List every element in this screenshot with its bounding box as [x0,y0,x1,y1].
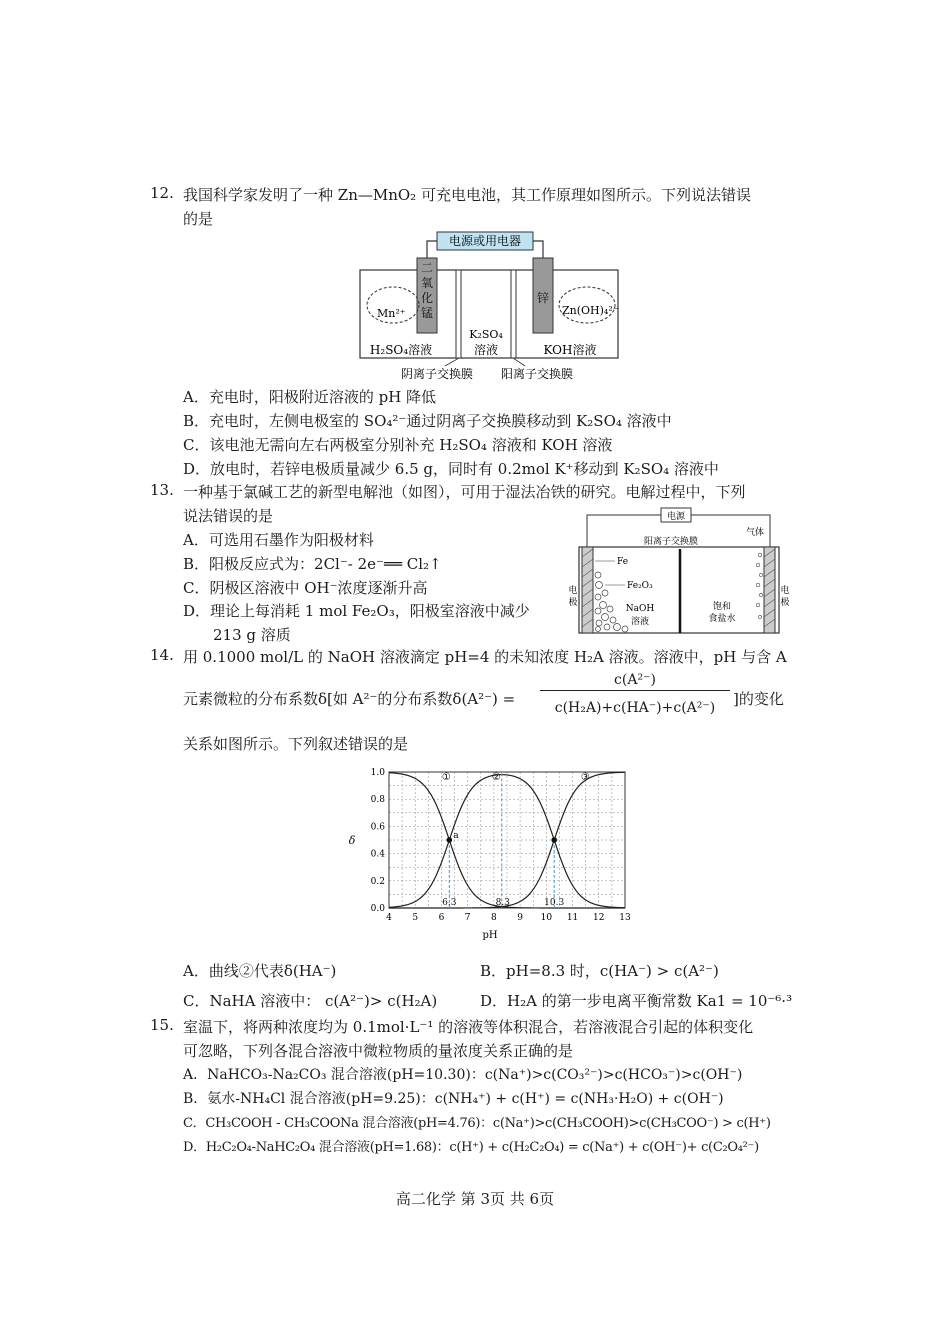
q12-anion-membrane-label: 阴离子交换膜 [400,367,474,381]
q14-frac-denominator: c(H₂A)+c(HA⁻)+c(A²⁻) [554,700,716,716]
q12-stem-line2: 的是 [183,210,214,228]
q12-left-solution: H₂SO₄溶液 [369,343,433,357]
x-tick-label: 6 [438,913,445,923]
q13-option-c: C．阴极区溶液中 OH⁻浓度逐渐升高 [183,579,428,597]
q12-anion-membrane [456,270,461,358]
q15-stem-line2: 可忽略，下列各混合溶液中微粒物质的量浓度关系正确的是 [183,1042,574,1060]
q12-battery-diagram [355,230,625,385]
point-a [447,837,453,843]
svg-text:二: 二 [420,261,434,275]
x-tick-label: 8 [491,913,497,923]
x-tick-label: 10 [540,913,553,923]
q12-mid-solution-1: K₂SO₄ [469,328,503,341]
q14-option-d: D．H₂A 的第一步电离平衡常数 Ka1 = 10⁻⁶·³ [480,992,793,1010]
q13-option-b: B．阳极反应式为：2Cl⁻- 2e⁻══ Cl₂↑ [183,555,442,573]
svg-text:电: 电 [568,586,578,596]
q13-membrane-label: 阳离子交换膜 [643,537,699,547]
svg-text:化: 化 [420,291,434,305]
q12-left-ion: Mn²⁺ [377,307,406,320]
q15-option-d: D．H₂C₂O₄-NaHC₂O₄ 混合溶液(pH=1.68)：c(H⁺) + c(H₂C₂O₄) = c(Na⁺) + c(OH⁻)+ c(C₂O₄²⁻) [183,1140,759,1155]
q12-power-label: 电源或用电器 [448,234,522,248]
q12-right-solution: KOH溶液 [543,343,597,357]
q13-number: 13. [150,481,174,499]
x-tick-label: 9 [517,913,523,923]
q14-stem-line1: 用 0.1000 mol/L 的 NaOH 溶液滴定 pH=4 的未知浓度 H₂A 溶液。溶液中，pH 与含 A [183,648,787,666]
svg-text:极: 极 [568,598,578,608]
q14-option-a: A．曲线②代表δ(HA⁻) [183,962,337,980]
q12-cation-membrane-label: 阳离子交换膜 [500,367,574,381]
x-tick-label: 5 [412,913,419,923]
q15-stem-line1: 室温下，将两种浓度均为 0.1mol·L⁻¹ 的溶液等体积混合，若溶液混合引起的体积变化 [183,1018,754,1036]
page-footer: 高二化学 第 3页 共 6页 [395,1190,555,1208]
q13-naoh-1: NaOH [625,604,655,614]
svg-text:极: 极 [780,598,790,608]
q13-option-d-line2: 213 g 溶质 [213,626,291,644]
series-label-1: ① [441,772,451,784]
q12-number: 12. [150,184,174,202]
q14-option-b: B．pH=8.3 时，c(HA⁻) > c(A²⁻) [480,962,719,980]
q13-stem-line2: 说法错误的是 [183,507,274,525]
q15-option-c: C．CH₃COOH - CH₃COONa 混合溶液(pH=4.76)：c(Na⁺)>c(CH₃COOH)>c(CH₃COO⁻) > c(H⁺) [183,1116,771,1131]
x-tick-label: 12 [593,913,605,923]
svg-text:电: 电 [780,586,790,596]
q12-stem-line1: 我国科学家发明了一种 Zn—MnO₂ 可充电电池，其工作原理如图所示。下列说法错误 [183,186,751,204]
q13-power-label: 电源 [666,512,686,522]
q12-right-ion: Zn(OH)₄²⁻ [562,304,619,317]
pka-annotation: 8.3 [495,898,510,908]
q14-frac-numerator: c(A²⁻) [540,672,730,691]
q15-number: 15. [150,1016,174,1034]
q14-option-c: C．NaHA 溶液中： c(A²⁻)> c(H₂A) [183,992,438,1010]
x-tick-label: 7 [464,913,471,923]
q12-option-d: D．放电时，若锌电极质量减少 6.5 g，同时有 0.2mol K⁺移动到 K₂SO₄ 溶液中 [183,460,719,478]
q13-electrolysis-diagram [565,505,795,635]
chart-y-label: δ [348,834,356,847]
pka-annotation: 6.3 [442,898,457,908]
svg-text:氧: 氧 [420,276,434,290]
x-tick-label: 11 [566,913,579,923]
q12-option-b: B．充电时，左侧电极室的 SO₄²⁻通过阴离子交换膜移动到 K₂SO₄ 溶液中 [183,412,672,430]
y-tick-label: 0.0 [370,904,385,914]
q13-stem-line1: 一种基于氯碱工艺的新型电解池（如图），可用于湿法冶铁的研究。电解过程中，下列 [183,483,746,501]
q15-option-b: B．氨水-NH₄Cl 混合溶液(pH=9.25)：c(NH₄⁺) + c(H⁺) = c(NH₃·H₂O) + c(OH⁻) [183,1091,724,1107]
q12-option-a: A．充电时，阳极附近溶液的 pH 降低 [183,388,437,406]
q13-fe2o3-label: Fe₂O₃ [627,581,653,591]
chart-x-label: pH [482,930,498,941]
svg-text:锰: 锰 [420,306,434,320]
y-tick-label: 0.8 [370,795,385,806]
y-tick-label: 1.0 [370,768,385,778]
q13-brine-1: 饱和 [712,602,732,612]
q13-option-d: D．理论上每消耗 1 mol Fe₂O₃，阳极室溶液中减少 [183,602,530,620]
q14-stem-line3: 关系如图所示。下列叙述错误的是 [183,735,409,753]
point-b [551,837,557,843]
svg-text:锌: 锌 [536,291,550,305]
q13-gas-label: 气体 [745,528,765,538]
q13-naoh-2: 溶液 [630,617,650,627]
q14-number: 14. [150,646,174,664]
y-tick-label: 0.2 [370,876,385,887]
q14-stem-line2-post: ]的变化 [733,690,784,708]
q12-mid-solution-2: 溶液 [473,343,499,357]
series-label-3: ③ [580,772,590,784]
q14-stem-line2-pre: 元素微粒的分布系数δ[如 A²⁻的分布系数δ(A²⁻) = [183,690,516,708]
q12-option-c: C．该电池无需向左右两极室分别补充 H₂SO₄ 溶液和 KOH 溶液 [183,436,613,454]
chart-grid [389,772,625,908]
y-tick-label: 0.4 [370,849,385,860]
point-a-label: a [453,831,459,841]
q13-option-a: A．可选用石墨作为阳极材料 [183,531,374,549]
x-tick-label: 4 [386,913,392,923]
y-tick-label: 0.6 [370,822,385,833]
pka-annotation: 10.3 [544,898,565,908]
q13-fe-label: Fe [617,557,629,567]
x-tick-label: 13 [619,913,631,923]
q15-option-a: A．NaHCO₃-Na₂CO₃ 混合溶液(pH=10.30)：c(Na⁺)>c(CO₃²⁻)>c(HCO₃⁻)>c(OH⁻) [183,1067,743,1083]
q13-brine-2: 食盐水 [708,614,736,624]
q14-distribution-chart [340,762,640,947]
series-label-2: ② [491,772,501,784]
q12-cation-membrane [511,270,516,358]
